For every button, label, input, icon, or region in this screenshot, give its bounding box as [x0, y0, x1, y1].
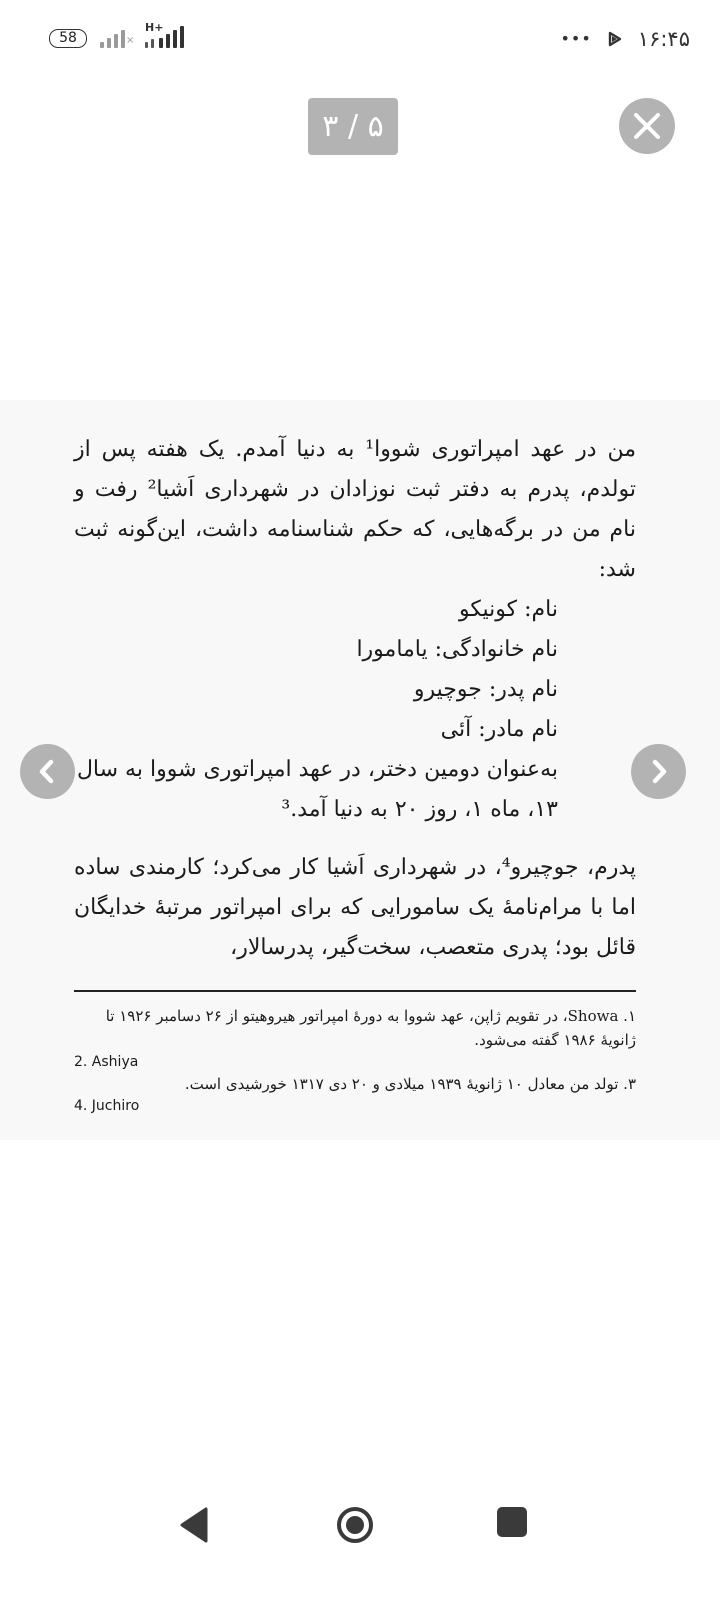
footnote-1: ۱. Showa، در تقویم ژاپن، عهد شووا به دورهٔ امپراتور هیروهیتو از ۲۶ دسامبر ۱۹۲۶ تا ژانویهٔ ۱۹۸۶ گفته می‌شود. — [105, 1007, 636, 1049]
status-bar — [0, 0, 720, 78]
page-counter: ۳ / ۵ — [308, 98, 398, 155]
field-family-name: نام خانوادگی: یامامورا — [356, 637, 558, 662]
footnote-4: 4. Juchiro — [74, 1098, 140, 1114]
footnote-divider — [74, 990, 636, 992]
book-paragraph: پدرم، جوچیرو⁴، در شهرداری اَشیا کار می‌کرد؛ کارمندی ساده اما با مرام‌نامهٔ یک سامورایی که برای امپراتور مرتبهٔ خدایگان قائل بود؛ پدری متعصب، سخت‌گیر، پدرسالار، — [74, 855, 636, 960]
field-birth-line-2: ۱۳، ماه ۱، روز ۲۰ به دنیا آمد.³ — [281, 797, 558, 822]
footnote-2: 2. Ashiya — [74, 1054, 139, 1070]
footnote-3: ۳. تولد من معادل ۱۰ ژانویهٔ ۱۹۳۹ میلادی و ۲۰ دی ۱۳۱۷ خورشیدی است. — [184, 1075, 636, 1093]
signal-icon: × — [100, 24, 136, 48]
prev-page-button[interactable] — [20, 744, 75, 799]
battery-level: 58 — [59, 30, 77, 46]
book-paragraph: من در عهد امپراتوری شووا¹ به دنیا آمدم. یک هفته پس از تولدم، پدرم به دفتر ثبت نوزادان در شهرداری اَشیا² رفت و نام من در برگه‌هایی، که حکم شناسنامه داشت، این‌گونه ثبت شد: — [74, 437, 637, 582]
chevron-left-icon — [20, 744, 75, 799]
network-type-label: H+ — [145, 21, 164, 34]
battery-icon — [49, 29, 87, 48]
system-nav-bar — [0, 1480, 720, 1570]
more-dots-icon: ••• — [560, 29, 592, 48]
footnotes — [74, 1004, 636, 1116]
close-button[interactable] — [619, 98, 675, 154]
back-triangle-icon — [170, 1500, 220, 1550]
registration-fields — [74, 590, 558, 830]
next-page-button[interactable] — [631, 744, 686, 799]
chevron-right-icon — [631, 744, 686, 799]
field-father-name: نام پدر: جوچیرو — [413, 677, 558, 702]
clock: ۱۶:۴۵ — [637, 27, 690, 51]
signal-icon — [145, 21, 189, 48]
recents-button[interactable] — [490, 1500, 534, 1544]
play-icon — [608, 31, 622, 47]
close-icon — [619, 98, 675, 154]
recents-square-icon — [490, 1500, 534, 1544]
field-first-name: نام: کونیکو — [459, 597, 558, 622]
field-birth-line-1: به‌عنوان دومین دختر، در عهد امپراتوری شووا به سال — [76, 757, 558, 782]
home-button[interactable] — [327, 1497, 383, 1553]
home-circle-icon — [327, 1497, 383, 1553]
page-image — [0, 400, 720, 1140]
back-button[interactable] — [170, 1500, 220, 1550]
field-mother-name: نام مادر: آئی — [440, 717, 558, 742]
